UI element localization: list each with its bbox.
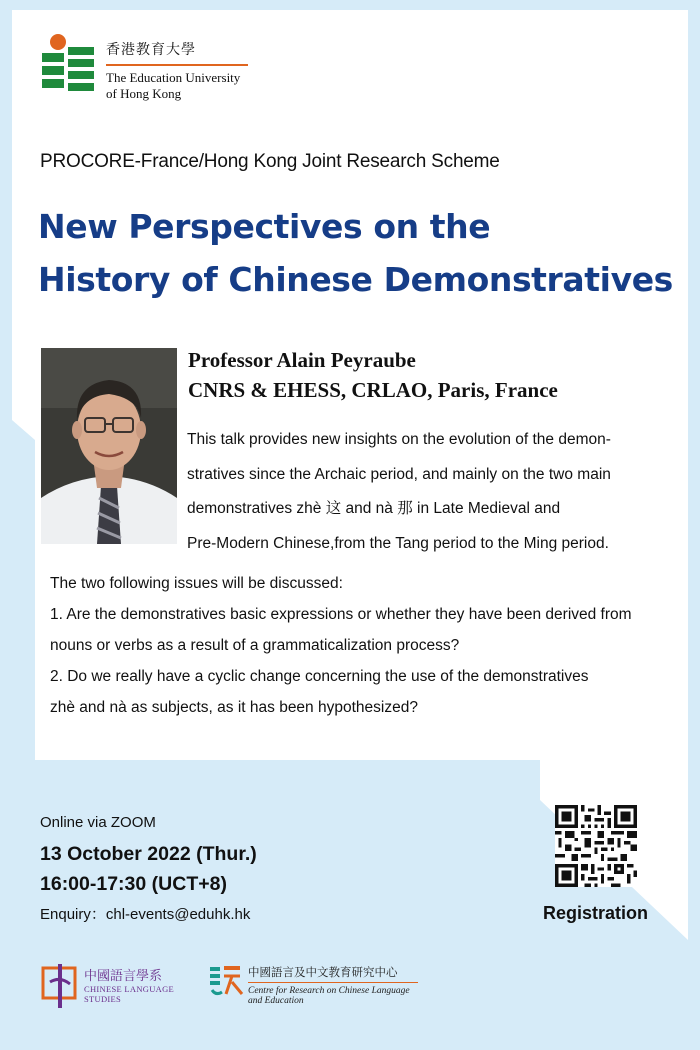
cls-logo — [40, 962, 180, 1010]
speaker-name: Professor Alain Peyraube — [188, 348, 416, 372]
crcle-divider — [248, 982, 418, 983]
talk-title — [38, 200, 678, 306]
abstract-line: This talk provides new insights on the evolution of the demon- — [187, 431, 611, 448]
event-time: 16:00-17:30 (UCT+8) — [40, 873, 227, 895]
registration-label: Registration — [543, 903, 649, 923]
speaker-affiliation: CNRS & EHESS, CRLAO, Paris, France — [188, 378, 558, 402]
cls-name-en-line2: STUDIES — [84, 994, 122, 1004]
qr-code-icon[interactable] — [555, 805, 637, 887]
speaker-info — [188, 345, 558, 405]
crcle-name-cn: 中國語言及中文教育研究中心 — [248, 965, 398, 979]
issue-1-line2: nouns or verbs as a result of a grammaticalization process? — [50, 637, 460, 654]
abstract-line: Pre-Modern Chinese,from the Tang period to the Ming period. — [187, 534, 609, 552]
cls-name-en-line1: CHINESE LANGUAGE — [84, 984, 175, 994]
talk-title-line2: History of Chinese Demonstratives — [38, 260, 673, 299]
issue-2-line1: 2. Do we really have a cyclic change concerning the use of the demonstratives — [50, 668, 589, 685]
talk-title-line1: New Perspectives on the — [38, 207, 491, 246]
cls-name-cn: 中國語言學系 — [84, 969, 163, 984]
issue-1-line1: 1. Are the demonstratives basic expressions or whether they have been derived from — [50, 606, 632, 623]
crcle-name-en: Centre for Research on Chinese Language and Education — [248, 986, 410, 1006]
issues-intro: The two following issues will be discussed: — [50, 575, 343, 592]
eduhk-logo — [40, 33, 270, 103]
cls-logo-icon — [40, 962, 80, 1010]
talk-abstract — [187, 423, 677, 561]
institution-name-cn: 香港教育大學 — [106, 42, 196, 58]
event-date: 13 October 2022 (Thur.) — [40, 843, 257, 865]
discussion-issues — [50, 568, 680, 723]
event-mode: Online via ZOOM — [40, 814, 156, 831]
issue-2-line2: zhè and nà as subjects, as it has been hypothesized? — [50, 699, 418, 716]
logo-divider — [106, 64, 248, 66]
abstract-line: stratives since the Archaic period, and mainly on the two main — [187, 465, 611, 483]
scheme-heading: PROCORE-France/Hong Kong Joint Research Scheme — [40, 151, 500, 172]
abstract-line: demonstratives zhè 这 and nà 那 in Late Medieval and — [187, 500, 561, 517]
institution-name-en-line1: The Education University — [106, 69, 241, 85]
crcle-logo-icon — [208, 964, 244, 998]
crcle-logo — [208, 962, 418, 1006]
speaker-photo — [41, 348, 177, 544]
enquiry-contact[interactable]: Enquiry：chl-events@eduhk.hk — [40, 906, 251, 923]
eduhk-logo-icon — [40, 33, 98, 97]
institution-name-en-line2: of Hong Kong — [106, 85, 182, 101]
cls-name-en — [84, 984, 174, 1004]
